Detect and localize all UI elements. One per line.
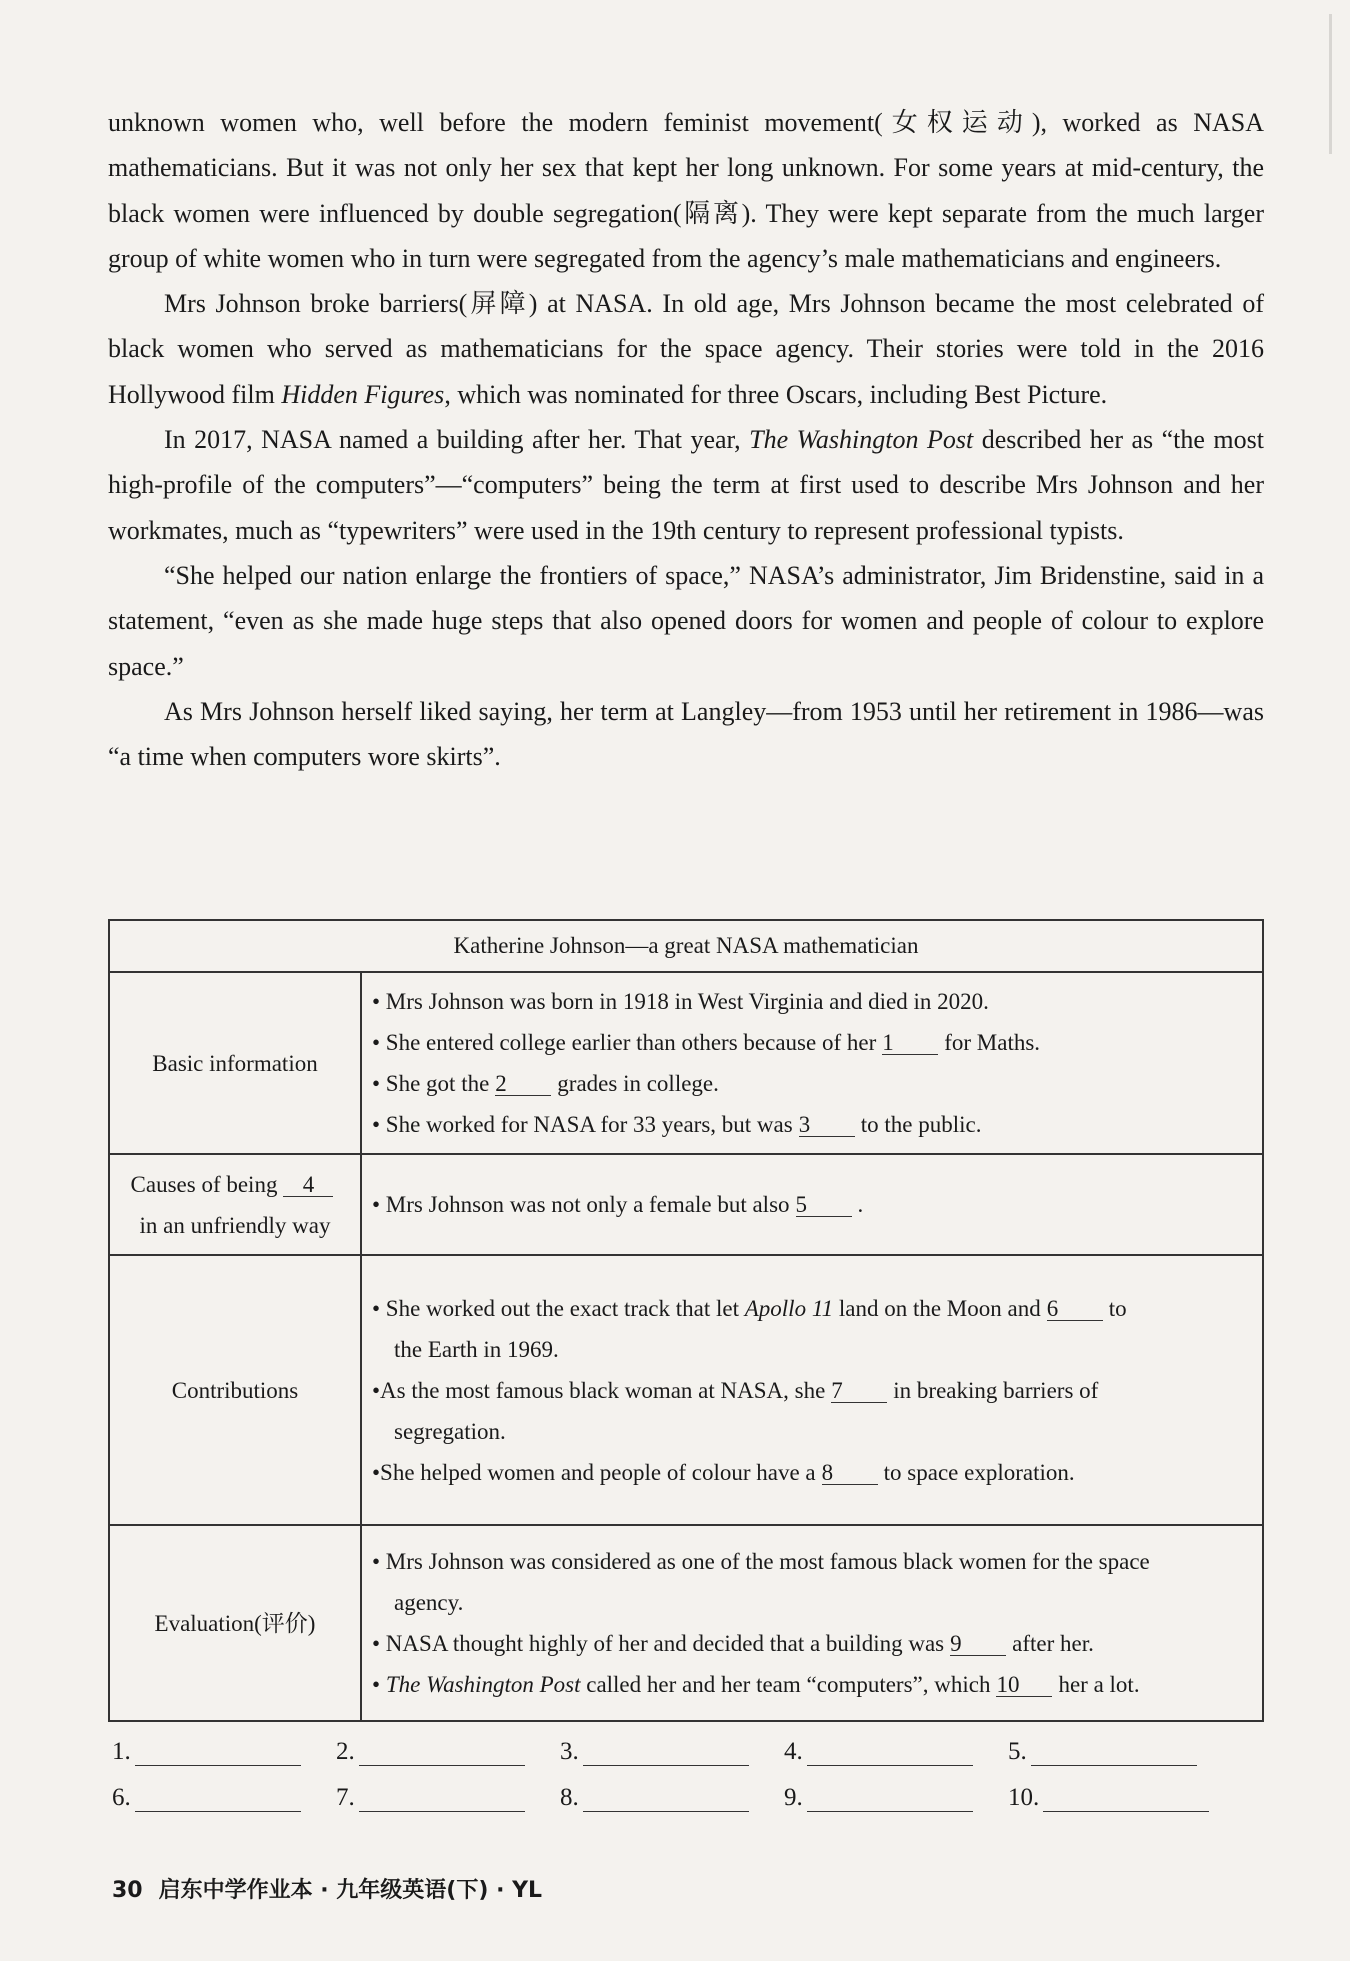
answer-line-6[interactable]	[135, 1791, 301, 1812]
blank-2[interactable]: 2	[495, 1073, 551, 1096]
book-title: 启东中学作业本 · 九年级英语(下) · YL	[158, 1878, 543, 1903]
blank-7[interactable]: 7	[831, 1380, 887, 1403]
paragraph: Mrs Johnson broke barriers(屏障) at NASA. In old age, Mrs Johnson became the most celebrated of black women who served as mathematicians for the space agency. Their stories were told in the 2016 Hollywood film Hidden Figures, which was nominated for three Oscars, including Best Picture.	[108, 289, 1264, 409]
blank-8[interactable]: 8	[822, 1462, 878, 1485]
answer-lines: 1. 2. 3. 4. 5. 6. 7. 8. 9. 10.	[112, 1720, 1262, 1812]
blank-6[interactable]: 6	[1047, 1298, 1103, 1321]
table-title: Katherine Johnson—a great NASA mathematician	[109, 920, 1263, 972]
answer-line-7[interactable]	[359, 1791, 525, 1812]
table-row	[109, 1255, 1263, 1525]
row-label: Evaluation(评价)	[109, 1525, 361, 1721]
table-row	[109, 1154, 1263, 1255]
table-row	[109, 972, 1263, 1154]
blank-5[interactable]: 5	[796, 1194, 852, 1217]
row-content: • Mrs Johnson was not only a female but also 5 .	[361, 1154, 1263, 1255]
answer-line-10[interactable]	[1043, 1791, 1209, 1812]
paragraph: In 2017, NASA named a building after her. That year, The Washington Post described her as “the most high-profile of the computers”—“computers” being the term at first used to describe Mrs Johnson and her workmates, much as “typewriters” were used in the 19th century to represent professional typists.	[108, 425, 1264, 545]
row-label: Contributions	[109, 1255, 361, 1525]
answer-line-1[interactable]	[135, 1745, 301, 1766]
newspaper-title: The Washington Post	[749, 425, 974, 455]
row-label: Basic information	[109, 972, 361, 1154]
blank-4[interactable]: 4	[283, 1174, 333, 1197]
blank-10[interactable]: 10	[996, 1674, 1052, 1697]
answer-line-4[interactable]	[807, 1745, 973, 1766]
row-label: Causes of being 4 in an unfriendly way	[109, 1154, 361, 1255]
page-number: 30	[112, 1878, 143, 1903]
paragraph: As Mrs Johnson herself liked saying, her term at Langley—from 1953 until her retirement in 1986—was “a time when computers wore skirts”.	[108, 696, 1264, 772]
blank-1[interactable]: 1	[882, 1032, 938, 1055]
table-row	[109, 1525, 1263, 1721]
answer-line-8[interactable]	[583, 1791, 749, 1812]
paragraph: unknown women who, well before the modern feminist movement(女权运动), worked as NASA mathematicians. But it was not only her sex that kept her long unknown. For some years at mid-century, the black women were influenced by double segregation(隔离). They were kept separate from the much larger group of white women who in turn were segregated from the agency’s male mathematicians and engineers.	[108, 108, 1264, 273]
reading-passage	[108, 100, 1264, 779]
answer-line-3[interactable]	[583, 1745, 749, 1766]
row-content: • Mrs Johnson was considered as one of the most famous black women for the space agency. • NASA thought highly of her and decided that a building was 9 after her. • The Washington Post called her and her team “computers”, which 10 her a lot.	[361, 1525, 1263, 1721]
row-content: • She worked out the exact track that let Apollo 11 land on the Moon and 6 to the Earth in 1969. •As the most famous black woman at NASA, she 7 in breaking barriers of segregation. •She helped women and people of colour have a 8 to space exploration.	[361, 1255, 1263, 1525]
film-title: Hidden Figures	[281, 379, 445, 409]
notes-table	[108, 919, 1264, 1722]
page-edge	[1329, 14, 1332, 154]
blank-9[interactable]: 9	[950, 1633, 1006, 1656]
paragraph: “She helped our nation enlarge the frontiers of space,” NASA’s administrator, Jim Bridenstine, said in a statement, “even as she made huge steps that also opened doors for women and people of colour to explore space.”	[108, 560, 1264, 681]
answer-line-5[interactable]	[1031, 1745, 1197, 1766]
answer-line-9[interactable]	[807, 1791, 973, 1812]
page-footer	[112, 1873, 542, 1904]
row-content: • Mrs Johnson was born in 1918 in West Virginia and died in 2020. • She entered college earlier than others because of her 1 for Maths. • She got the 2 grades in college. • She worked for NASA for 33 years, but was 3 to the public.	[361, 972, 1263, 1154]
blank-3[interactable]: 3	[799, 1114, 855, 1137]
answer-line-2[interactable]	[359, 1745, 525, 1766]
